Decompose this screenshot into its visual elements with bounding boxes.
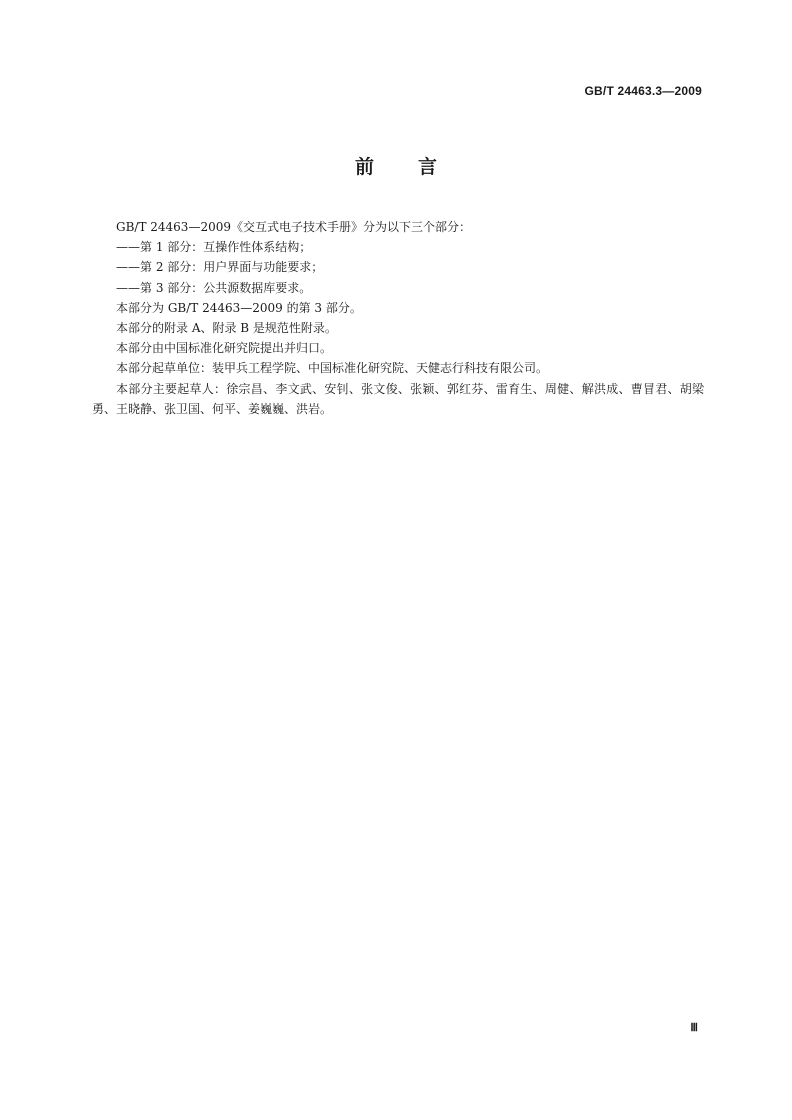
paragraph-intro: GB/T 24463—2009《交互式电子技术手册》分为以下三个部分： <box>116 220 471 234</box>
standard-code: GB/T 24463.3—2009 <box>584 84 702 98</box>
paragraph-drafters: 本部分主要起草人：徐宗昌、李文武、安钊、张文俊、张颖、郭红芬、雷育生、周健、解洪成、曹冒君、胡梁勇、王晓静、张卫国、何平、姜巍巍、洪岩。 <box>92 381 704 416</box>
document-body <box>92 217 704 419</box>
paragraph-appendix: 本部分的附录 A、附录 B 是规范性附录。 <box>116 321 337 336</box>
page-number: Ⅲ <box>690 1022 698 1034</box>
paragraph-this-part: 本部分为 GB/T 24463—2009 的第 3 部分。 <box>116 300 362 315</box>
paragraph-proposer: 本部分由中国标准化研究院提出并归口。 <box>116 341 333 356</box>
page-title: 前言 <box>354 156 481 178</box>
list-item-part-1: ——第 1 部分：互操作性体系结构； <box>116 240 312 255</box>
list-item-part-2: ——第 2 部分：用户界面与功能要求； <box>116 260 324 275</box>
list-item-part-3: ——第 3 部分：公共源数据库要求。 <box>116 280 312 295</box>
paragraph-drafting-units: 本部分起草单位：装甲兵工程学院、中国标准化研究院、天健志行科技有限公司。 <box>116 361 549 376</box>
